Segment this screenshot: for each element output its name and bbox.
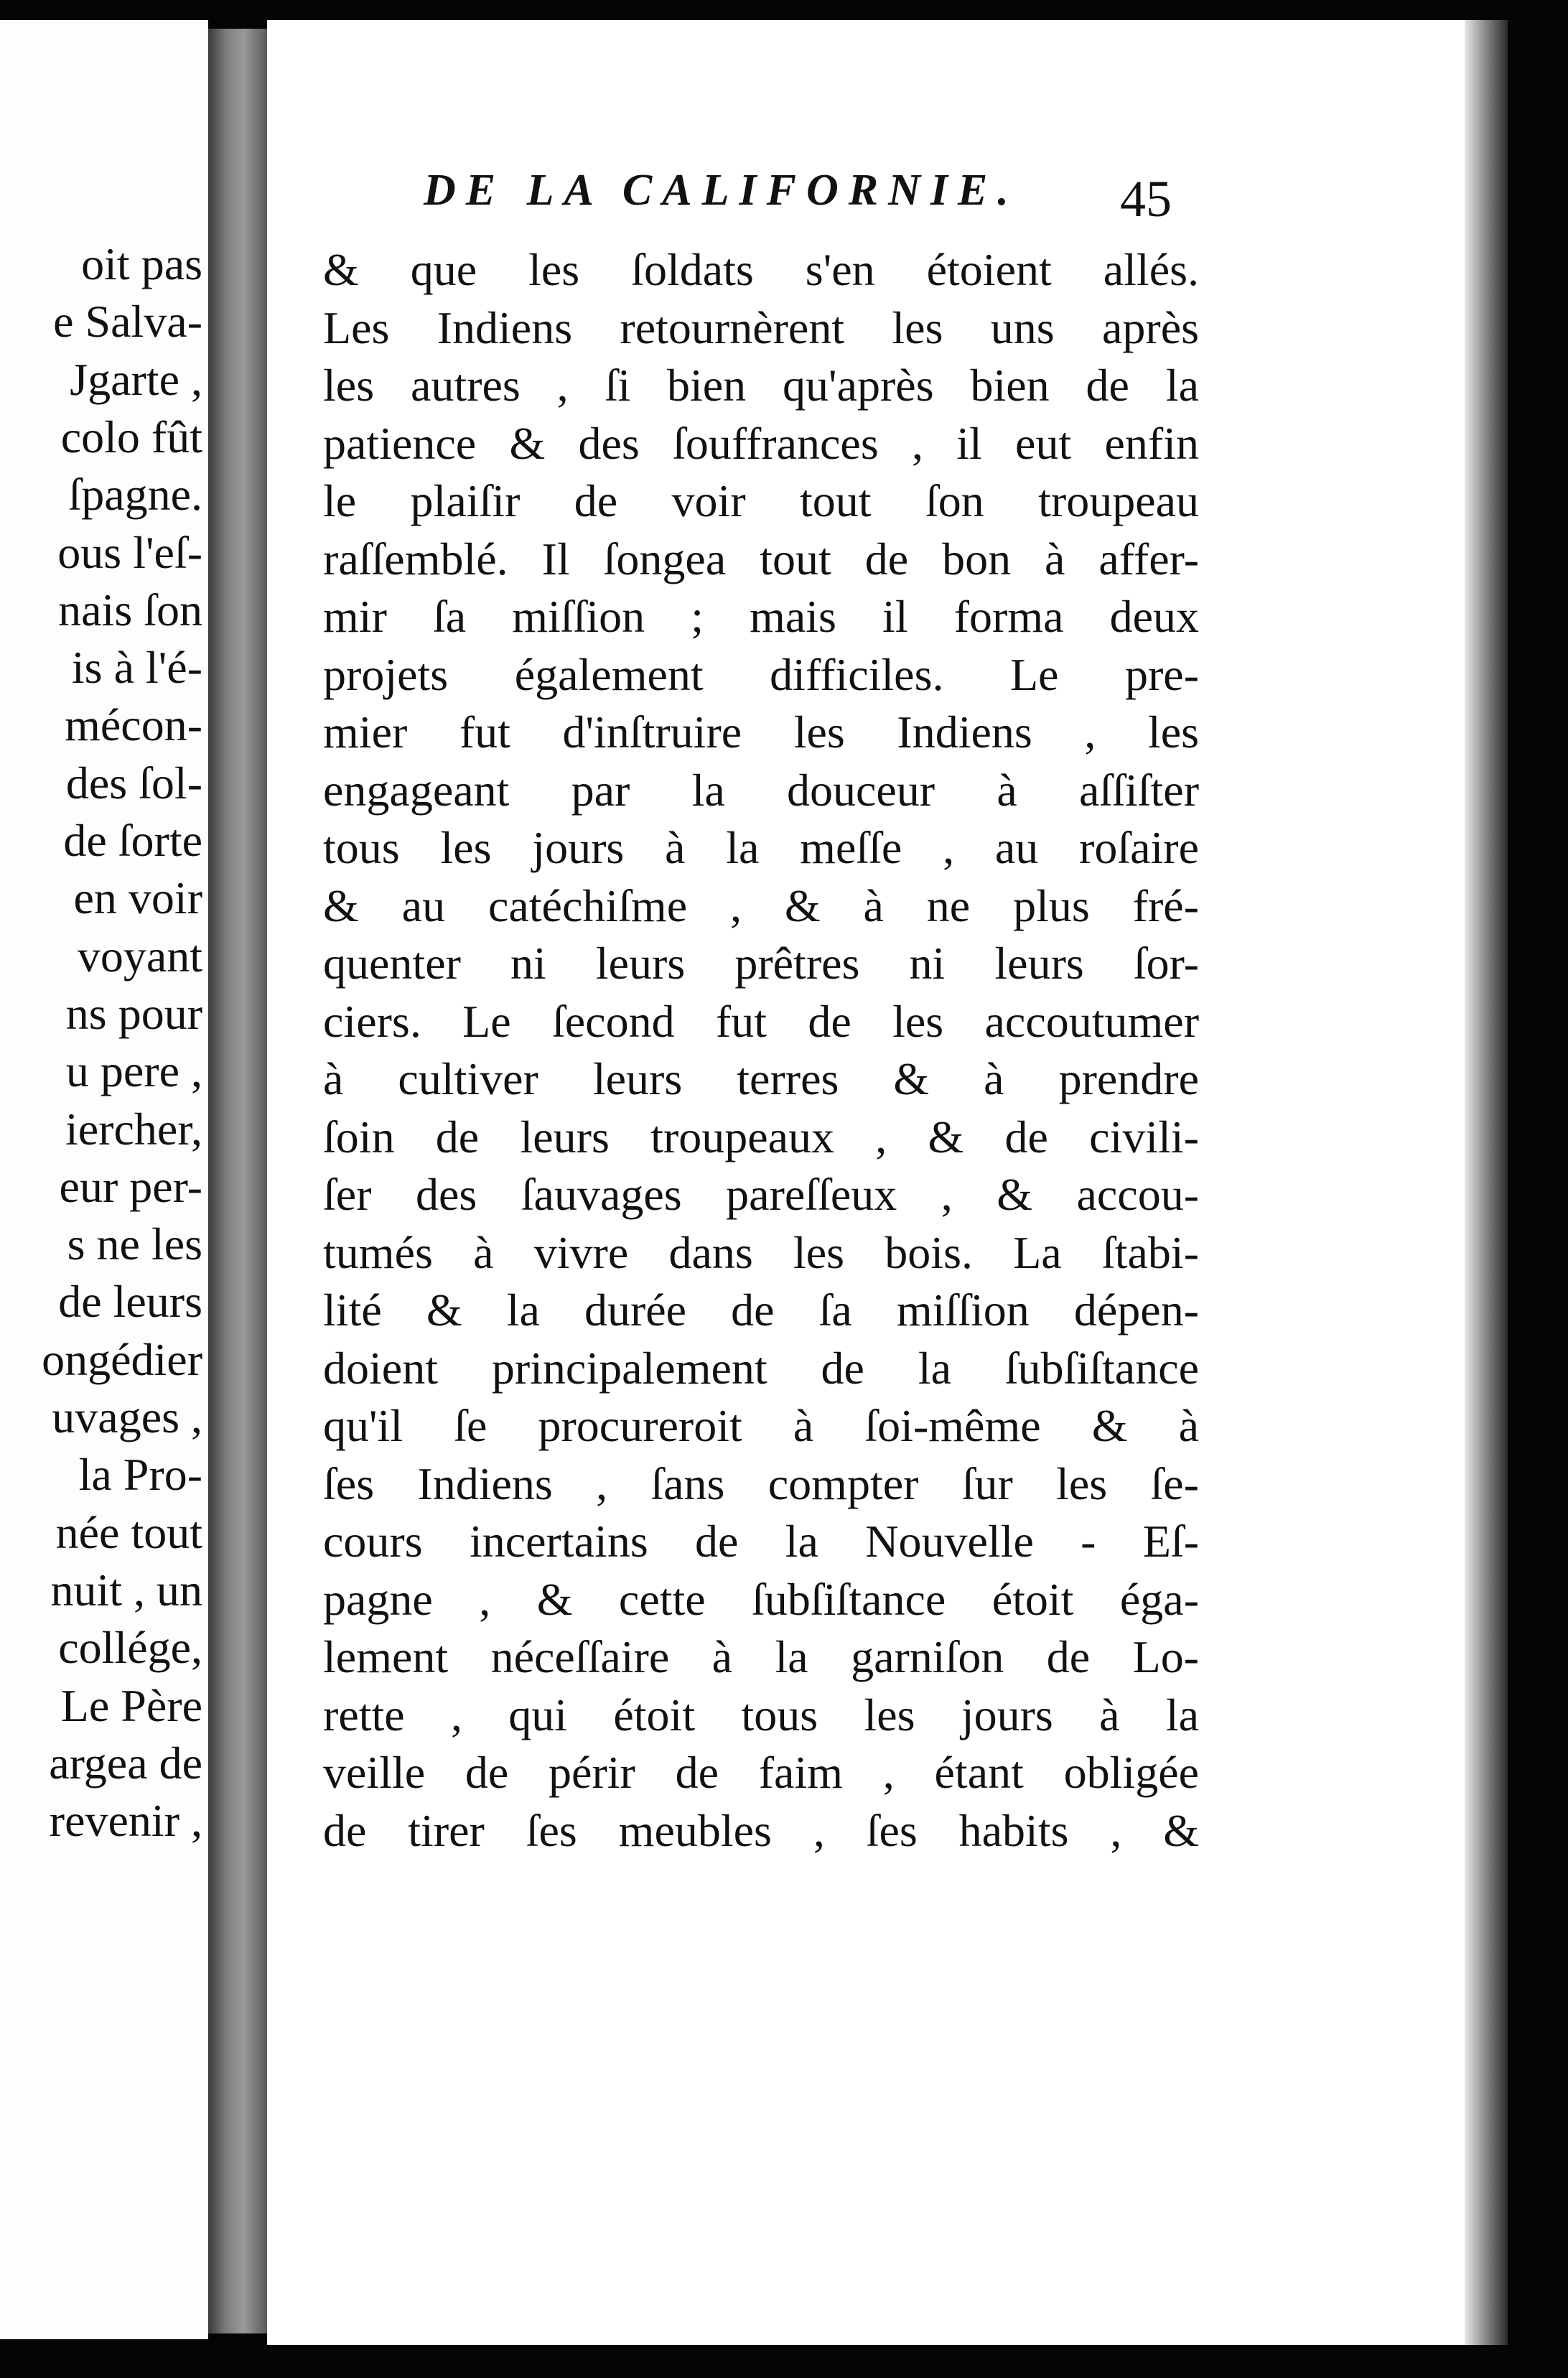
left-page-line: colo fût (60, 411, 202, 462)
text-line-content: tumés à vivre dans les bois. La ſtabi- (323, 1226, 1199, 1278)
text-line (323, 1571, 1199, 1629)
text-line (323, 1687, 1199, 1745)
text-line (323, 877, 1199, 936)
text-line-content: qu'il ſe procureroit à ſoi-même & à (323, 1400, 1199, 1451)
text-line (323, 993, 1199, 1051)
left-page-line: eur per- (59, 1160, 202, 1212)
text-line (323, 1628, 1199, 1687)
text-line-content: ſer des ſauvages pareſſeux , & accou- (323, 1169, 1199, 1220)
text-line-content: mier fut d'inſtruire les Indiens , les (323, 707, 1199, 757)
left-page-line: s ne les (67, 1218, 202, 1270)
text-line-content: projets également difficiles. Le pre- (323, 648, 1199, 700)
left-page-line: ſpagne. (68, 469, 202, 521)
text-line (323, 762, 1199, 820)
text-line (323, 1340, 1199, 1398)
text-line-content: raſſemblé. Il ſongea tout de bon à affer- (323, 533, 1199, 584)
left-page-line: des ſol- (65, 757, 202, 808)
text-line (323, 1744, 1199, 1802)
text-line (323, 472, 1199, 531)
text-line (323, 299, 1199, 358)
left-page-line: née tout (55, 1506, 202, 1558)
text-line-content: ciers. Le ſecond fut de les accoutumer (323, 995, 1199, 1047)
text-line (323, 1224, 1199, 1282)
left-page-line: la Pro- (78, 1449, 202, 1501)
text-line-content: pagne , & cette ſubſiſtance étoit éga- (323, 1573, 1199, 1625)
page-number: 45 (1120, 170, 1172, 228)
left-page-line: oit pas (81, 238, 202, 289)
left-page-line: u pere , (65, 1045, 202, 1097)
text-line-content: ſes Indiens , ſans compter ſur les ſe- (323, 1458, 1199, 1509)
body-text (323, 241, 1199, 1860)
text-line-content: tous les jours à la meſſe , au roſaire (323, 822, 1199, 873)
left-page-line: Jgarte , (70, 353, 202, 405)
text-line-content: lement néceſſaire à la garniſon de Lo- (323, 1631, 1199, 1682)
left-page-line: ous l'eſ- (57, 526, 202, 578)
left-page-line: e Salva- (53, 296, 202, 348)
text-line (323, 1166, 1199, 1224)
text-line-content: lité & la durée de ſa miſſion dépen- (323, 1284, 1199, 1335)
text-line (323, 704, 1199, 762)
running-head: DE LA CALIFORNIE. (424, 166, 1019, 215)
left-page-line: mécon- (65, 699, 202, 751)
text-line (323, 1802, 1199, 1860)
text-line (323, 588, 1199, 646)
left-page-line: collége, (58, 1622, 202, 1674)
page-edge-shadow (1465, 20, 1508, 2345)
text-line (323, 1109, 1199, 1167)
left-page (0, 20, 208, 2339)
left-page-line: is à l'é- (71, 642, 202, 694)
text-line-content: les autres , ſi bien qu'après bien de la (323, 360, 1199, 411)
text-line-content: mir ſa miſſion ; mais il forma deux (323, 591, 1199, 642)
text-line (323, 1513, 1199, 1571)
text-line-content: veille de périr de faim , étant obligée (323, 1747, 1199, 1798)
text-line-content: le plaiſir de voir tout ſon troupeau (323, 475, 1199, 526)
text-line (323, 357, 1199, 415)
text-line (323, 415, 1199, 473)
text-line-content: doient principalement de la ſubſiſtance (323, 1342, 1199, 1394)
text-line (323, 1050, 1199, 1109)
text-line (323, 1455, 1199, 1514)
text-line-content: Les Indiens retournèrent les uns après (323, 302, 1199, 353)
left-page-line: ongédier (42, 1333, 202, 1385)
text-line (323, 1282, 1199, 1340)
left-page-line: ns pour (65, 987, 202, 1039)
text-line-content: & que les ſoldats s'en étoient allés. (323, 244, 1199, 295)
text-line-content: de tirer ſes meubles , ſes habits , & (323, 1804, 1199, 1856)
text-line (323, 241, 1199, 299)
left-page-line: iercher, (65, 1103, 202, 1155)
text-line (323, 819, 1199, 877)
text-line-content: à cultiver leurs terres & à prendre (323, 1053, 1199, 1104)
text-line-content: rette , qui étoit tous les jours à la (323, 1689, 1199, 1740)
left-page-line: nais ſon (58, 584, 202, 635)
left-page-line: argea de (49, 1737, 202, 1789)
text-line-content: ſoin de leurs troupeaux , & de civili- (323, 1111, 1199, 1162)
left-page-line: nuit , un (50, 1564, 202, 1615)
text-line-content: engageant par la douceur à aſſiſter (323, 764, 1199, 816)
text-line-content: patience & des ſouffrances , il eut enfin (323, 417, 1199, 469)
left-page-line: voyant (77, 930, 202, 981)
left-page-line: de ſorte (63, 815, 202, 866)
text-line (323, 935, 1199, 993)
left-page-line: uvages , (52, 1391, 202, 1442)
left-page-line: revenir , (49, 1795, 202, 1847)
book-gutter (208, 29, 267, 2333)
text-line-content: quenter ni leurs prêtres ni leurs ſor- (323, 938, 1199, 989)
text-line (323, 1397, 1199, 1455)
text-line (323, 531, 1199, 589)
text-line-content: & au catéchiſme , & à ne plus fré- (323, 880, 1199, 931)
left-page-line: Le Père (60, 1679, 202, 1731)
left-page-line: en voir (73, 872, 202, 924)
left-page-line: de leurs (58, 1276, 202, 1328)
text-line (323, 646, 1199, 704)
text-line-content: cours incertains de la Nouvelle - Eſ- (323, 1516, 1199, 1567)
